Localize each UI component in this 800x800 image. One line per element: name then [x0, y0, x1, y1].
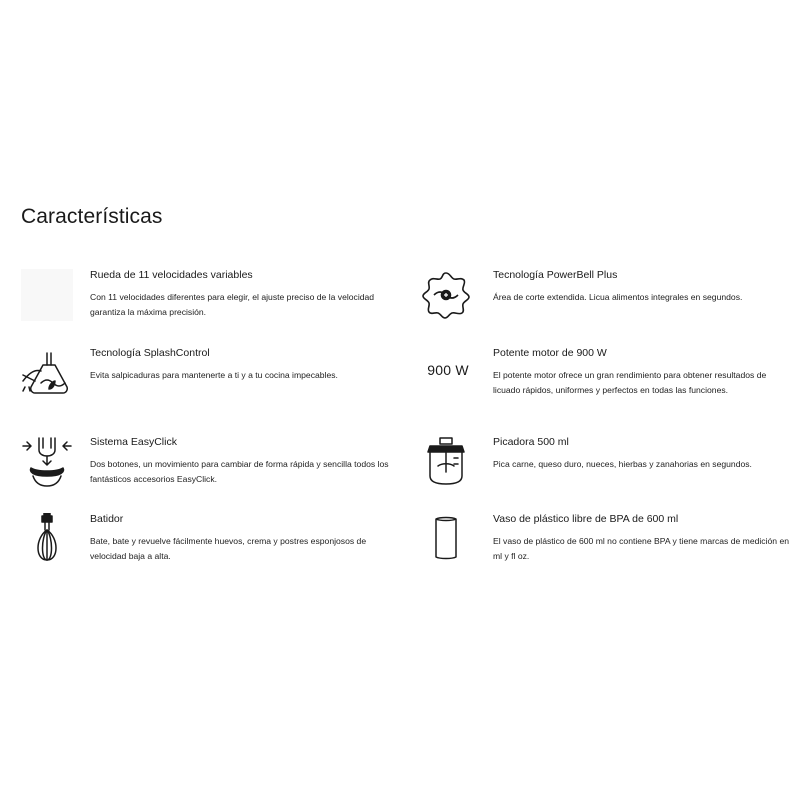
powerbell-blade-icon: [420, 269, 472, 321]
chopper-icon: [420, 436, 472, 488]
feature-description: El vaso de plástico de 600 ml no contiene BPA y tiene marcas de medición en ml y fl oz.: [493, 536, 790, 561]
feature-title: Batidor: [90, 513, 124, 525]
feature-title: Tecnología PowerBell Plus: [493, 269, 618, 281]
feature-description: Dos botones, un movimiento para cambiar de forma rápida y sencilla todos los fantásticos accesorios EasyClick.: [90, 459, 389, 484]
feature-title: Rueda de 11 velocidades variables: [90, 269, 253, 281]
section-title: Características: [21, 205, 163, 228]
splash-control-icon: [21, 347, 73, 399]
feature-title: Vaso de plástico libre de BPA de 600 ml: [493, 513, 679, 525]
feature-description: El potente motor ofrece un gran rendimiento para obtener resultados de licuado rápidos, uniformes y perfectos en todas las funciones.: [493, 370, 767, 395]
motor-power-label: 900 W: [427, 362, 469, 378]
feature-description: Evita salpicaduras para mantenerte a ti y a tu cocina impecables.: [90, 370, 338, 380]
feature-description: Pica carne, queso duro, nueces, hierbas y zanahorias en segundos.: [493, 459, 752, 469]
feature-title: Picadora 500 ml: [493, 436, 569, 448]
easyclick-icon: [21, 436, 73, 488]
whisk-icon: [21, 513, 73, 565]
feature-description: Bate, bate y revuelve fácilmente huevos, crema y postres esponjosos de velocidad baja a alta.: [90, 536, 367, 561]
motor-power-icon: [420, 357, 476, 383]
feature-title: Sistema EasyClick: [90, 436, 177, 448]
feature-title: Potente motor de 900 W: [493, 347, 607, 359]
beaker-icon: [420, 513, 472, 565]
feature-description: Con 11 velocidades diferentes para elegir, el ajuste preciso de la velocidad garantiza la máxima precisión.: [90, 292, 375, 317]
feature-description: Área de corte extendida. Licua alimentos integrales en segundos.: [493, 292, 743, 302]
feature-title: Tecnología SplashControl: [90, 347, 210, 359]
speed-wheel-image: [21, 269, 73, 321]
